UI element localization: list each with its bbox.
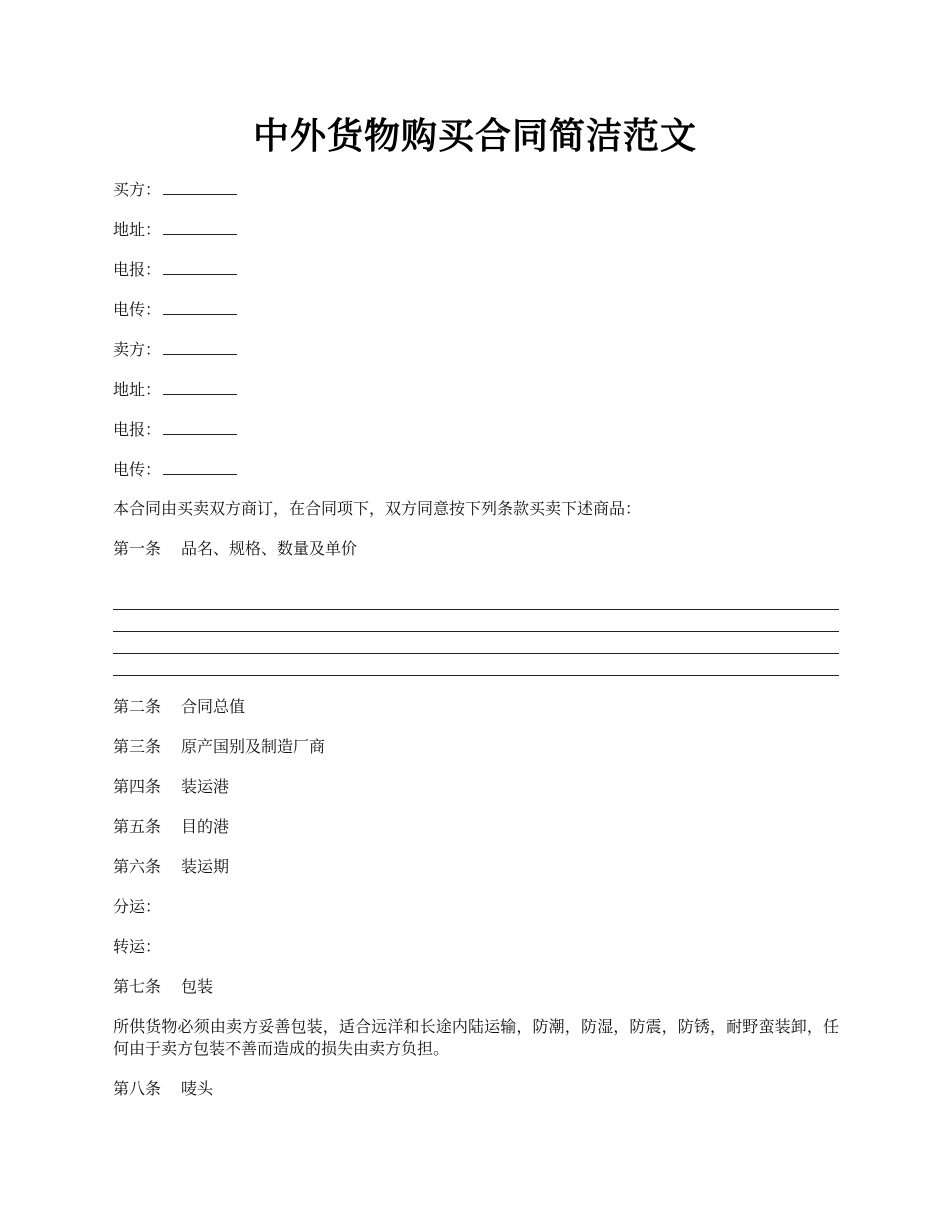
seller-fax-blank	[163, 458, 237, 475]
seller-fax-line	[113, 458, 839, 480]
article-6-title: 装运期	[181, 857, 230, 876]
article-2-title: 合同总值	[181, 697, 246, 716]
buyer-line	[113, 178, 839, 200]
article-2-number: 第二条	[113, 697, 162, 716]
buyer-label: 买方：	[113, 180, 162, 199]
partial-shipment-line: 分运：	[113, 897, 162, 916]
article-8-number: 第八条	[113, 1079, 162, 1098]
fill-line	[113, 588, 839, 610]
document-title: 中外货物购买合同简洁范文	[252, 115, 697, 157]
seller-address-blank	[163, 378, 237, 395]
article-8-title: 唛头	[181, 1079, 214, 1098]
buyer-telegram-blank	[163, 258, 237, 275]
article-2-heading	[113, 696, 839, 718]
article-8-heading	[113, 1078, 839, 1100]
article-4-title: 装运港	[181, 777, 230, 796]
article-7-heading	[113, 976, 839, 998]
seller-telegram-label: 电报：	[113, 420, 162, 439]
article-5-heading	[113, 816, 839, 838]
fill-line	[113, 632, 839, 654]
fill-line	[113, 610, 839, 632]
intro-paragraph: 本合同由买卖双方商订，在合同项下，双方同意按下列条款买卖下述商品：	[113, 499, 642, 518]
buyer-telegram-label: 电报：	[113, 260, 162, 279]
seller-address-label: 地址：	[113, 380, 162, 399]
article-5-number: 第五条	[113, 817, 162, 836]
buyer-fax-label: 电传：	[113, 300, 162, 319]
seller-label: 卖方：	[113, 340, 162, 359]
packing-paragraph: 所供货物必须由卖方妥善包装，适合远洋和长途内陆运输，防潮，防湿，防震，防锈，耐野蛮装卸，任何由于卖方包装不善而造成的损失由卖方负担。	[113, 1017, 839, 1058]
article-1-heading	[113, 538, 839, 560]
article-7-number: 第七条	[113, 977, 162, 996]
article-3-number: 第三条	[113, 737, 162, 756]
buyer-address-blank	[163, 218, 237, 235]
buyer-fax-line	[113, 298, 839, 320]
buyer-address-label: 地址：	[113, 220, 162, 239]
article-6-heading	[113, 856, 839, 878]
article-7-title: 包装	[181, 977, 214, 996]
article-4-number: 第四条	[113, 777, 162, 796]
article-4-heading	[113, 776, 839, 798]
seller-telegram-line	[113, 418, 839, 440]
fill-line	[113, 654, 839, 676]
document-body	[113, 178, 839, 1118]
article-3-title: 原产国别及制造厂商	[181, 737, 326, 756]
seller-address-line	[113, 378, 839, 400]
buyer-blank	[163, 178, 237, 195]
goods-fill-lines	[113, 588, 839, 676]
article-1-title: 品名、规格、数量及单价	[181, 539, 358, 558]
buyer-telegram-line	[113, 258, 839, 280]
seller-fax-label: 电传：	[113, 460, 162, 479]
article-6-number: 第六条	[113, 857, 162, 876]
seller-blank	[163, 338, 237, 355]
article-3-heading	[113, 736, 839, 758]
buyer-fax-blank	[163, 298, 237, 315]
seller-telegram-blank	[163, 418, 237, 435]
transshipment-line: 转运：	[113, 937, 162, 956]
article-5-title: 目的港	[181, 817, 230, 836]
article-1-number: 第一条	[113, 539, 162, 558]
buyer-address-line	[113, 218, 839, 240]
seller-line	[113, 338, 839, 360]
